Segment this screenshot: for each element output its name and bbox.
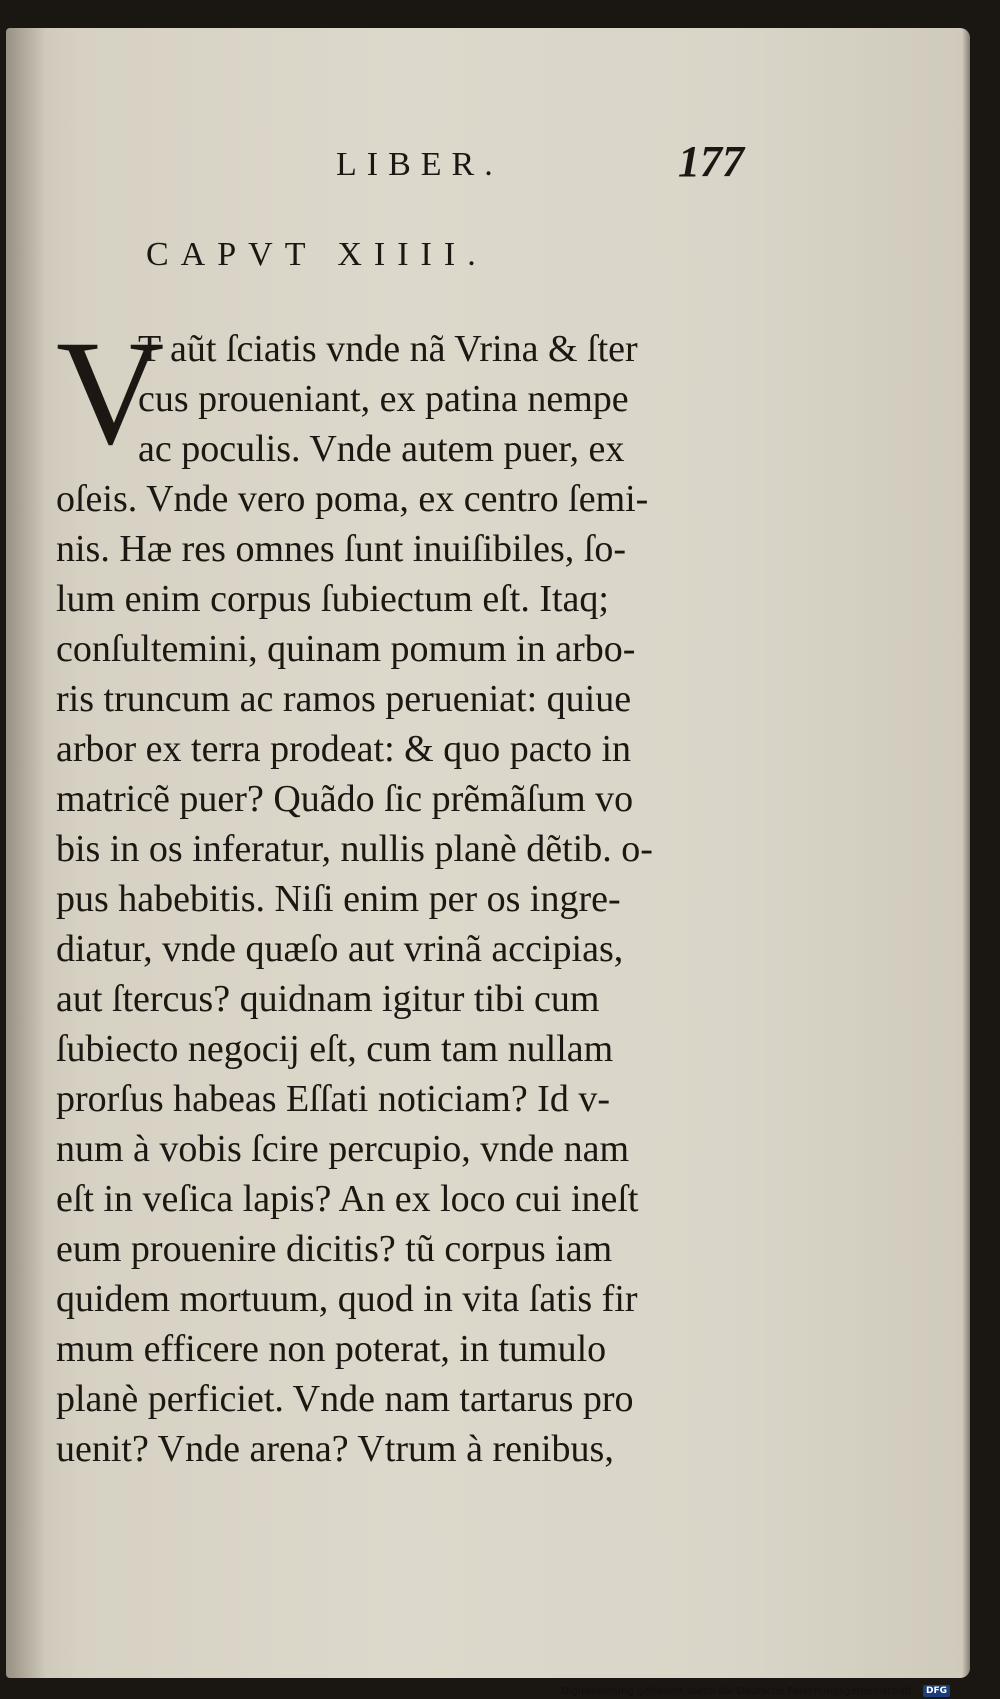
gutter-shadow: [6, 28, 46, 1678]
text-line: lum enim corpus ſubiectum eſt. Itaq;: [56, 578, 609, 620]
text-line: aut ſtercus? quidnam igitur tibi cum: [56, 978, 600, 1020]
text-line: prorſus habeas Eſſati noticiam? Id v-: [56, 1078, 610, 1120]
text-line: quidem mortuum, quod in vita ſatis fir: [56, 1278, 638, 1320]
text-line: arbor ex terra prodeat: & quo pacto in: [56, 728, 632, 770]
running-head: LIBER.: [336, 146, 503, 183]
text-line: nis. Hæ res omnes ſunt inuiſibiles, ſo-: [56, 528, 626, 570]
text-line: uenit? Vnde arena? Vtrum à renibus,: [56, 1428, 614, 1470]
text-line: conſultemini, quinam pomum in arbo-: [56, 628, 636, 670]
page-edge: [962, 28, 970, 1678]
text-line: cus proueniant, ex patina nempe: [138, 378, 629, 420]
dfg-logo: DFG: [923, 1685, 950, 1697]
text-line: eum prouenire dicitis? tũ corpus iam: [56, 1228, 613, 1270]
page-header: [6, 126, 970, 186]
text-line: bis in os inferatur, nullis planè dẽtib. o-: [56, 828, 653, 870]
page-number: 177: [678, 137, 744, 186]
text-line: ſubiecto negocij eſt, cum tam nullam: [56, 1028, 614, 1070]
digitization-credit: [561, 1685, 950, 1697]
book-page: [6, 28, 970, 1678]
text-line: diatur, vnde quæſo aut vrinã accipias,: [56, 928, 624, 970]
text-line: pus habebitis. Niſi enim per os ingre-: [56, 878, 621, 920]
chapter-title: CAPVT XIIII.: [146, 236, 488, 273]
text-line: num à vobis ſcire percupio, vnde nam: [56, 1128, 630, 1170]
credit-text: Digitalisierung gefördert durch die Deutsche Forschungsgemeinschaft -: [561, 1685, 919, 1697]
text-line: ac poculis. Vnde autem puer, ex: [138, 428, 625, 470]
text-line: eſt in veſica lapis? An ex loco cui ineſt: [56, 1178, 639, 1220]
text-line: planè perficiet. Vnde nam tartarus pro: [56, 1378, 634, 1420]
text-line: ris truncum ac ramos perueniat: quiue: [56, 678, 632, 720]
text-line: matricẽ puer? Quãdo ſic prẽmãſum vo: [56, 778, 634, 820]
drop-cap: V: [56, 310, 165, 476]
body-text: [56, 310, 756, 1474]
text-line: mum efficere non poterat, in tumulo: [56, 1328, 607, 1370]
text-line: T aũt ſciatis vnde nã Vrina & ſter: [138, 328, 638, 370]
text-line: oſeis. Vnde vero poma, ex centro ſemi-: [56, 478, 649, 520]
